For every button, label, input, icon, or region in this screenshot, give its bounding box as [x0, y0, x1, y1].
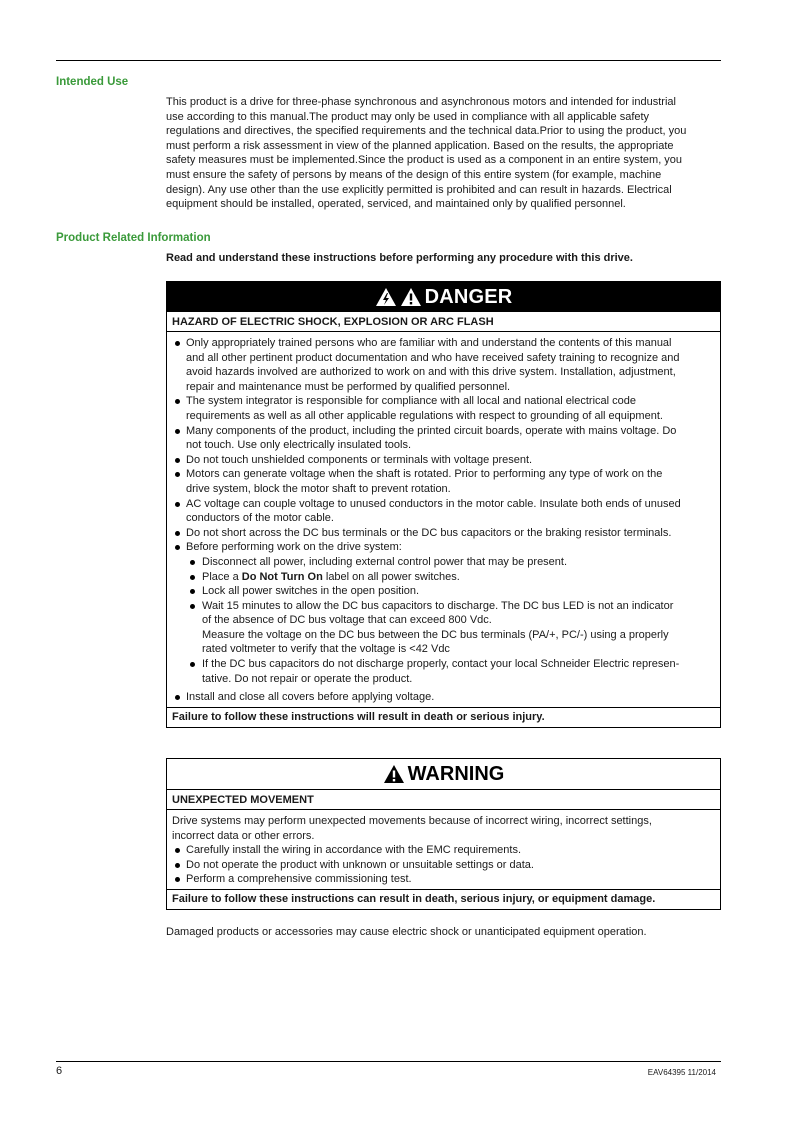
warning-hazard-title: UNEXPECTED MOVEMENT — [167, 790, 720, 810]
warning-label: WARNING — [407, 762, 505, 785]
bullet-line: repair and maintenance must be performed by qualified personnel. — [186, 380, 511, 393]
bullet-line: tative. Do not repair or operate the product. — [202, 672, 413, 685]
warning-triangle-icon — [400, 287, 422, 307]
bullet-line: Before performing work on the drive system: — [186, 541, 402, 554]
bullet-line: Motors can generate voltage when the shaft is rotated. Prior to performing any type of work on the — [186, 468, 663, 481]
warning-header — [167, 759, 720, 790]
danger-bullet — [172, 497, 715, 526]
intended-use-line: regulations and directives, the specified requirements and the technical data.Prior to using the product, you — [166, 125, 687, 138]
bullet-line: Many components of the product, including the printed circuit boards, operate with mains voltage. Do — [186, 424, 677, 437]
danger-sub-bullet — [186, 584, 715, 599]
bullet-line: Lock all power switches in the open position. — [202, 585, 420, 598]
bullet-line: conductors of the motor cable. — [186, 512, 334, 525]
document-reference: EAV64395 11/2014 — [647, 1068, 716, 1077]
intended-use-line: must perform a risk assessment in view of the planned application. Based on the results, the appropriate — [166, 139, 674, 152]
bullet-line: of the absence of DC bus voltage that can exceed 800 Vdc. — [202, 614, 492, 627]
bullet-line: AC voltage can couple voltage to unused conductors in the motor cable. Insulate both ends of unused — [186, 497, 681, 510]
danger-consequence: Failure to follow these instructions will result in death or serious injury. — [167, 707, 720, 727]
bullet-line: Do not short across the DC bus terminals or the DC bus capacitors or the braking resistor terminals. — [186, 526, 672, 539]
intended-use-line: use according to this manual.The product may only be used in compliance with all applicable safety — [166, 110, 650, 123]
top-rule — [56, 60, 721, 61]
bullet-line: Perform a comprehensive commissioning test. — [186, 873, 412, 886]
danger-bullet — [172, 394, 715, 423]
bullet-line: Install and close all covers before applying voltage. — [186, 691, 435, 704]
warning-box — [166, 758, 721, 910]
danger-header — [167, 282, 720, 312]
warning-intro-line: Drive systems may perform unexpected movements because of incorrect wiring, incorrect settings, — [172, 815, 652, 827]
danger-bullet — [172, 424, 715, 453]
danger-bullet — [172, 453, 715, 468]
danger-bullet — [172, 540, 715, 686]
bullet-line: not touch. Use only electrically insulated tools. — [186, 439, 412, 452]
danger-bullet — [172, 526, 715, 541]
warning-bullet — [172, 872, 715, 887]
bullet-line: rated voltmeter to verify that the voltage is <42 Vdc — [202, 643, 450, 656]
bottom-rule — [56, 1061, 721, 1062]
danger-bullet — [172, 336, 715, 394]
intended-use-line: design). Any use other than the use explicitly permitted is prohibited and can result in hazards. Electrical — [166, 183, 672, 196]
bullet-line: Do not operate the product with unknown or unsuitable settings or data. — [186, 858, 534, 871]
bullet-line: avoid hazards involved are authorized to work on and with this drive system. Installation, adjustment, — [186, 366, 676, 379]
intended-use-text — [166, 95, 726, 212]
bullet-line: Measure the voltage on the DC bus between the DC bus terminals (PA/+, PC/-) using a properly — [202, 628, 669, 641]
danger-sub-bullet — [186, 555, 715, 570]
intended-use-heading: Intended Use — [56, 76, 129, 88]
bullet-line: Disconnect all power, including external control power that may be present. — [202, 555, 568, 568]
danger-box — [166, 281, 721, 728]
bullet-line: Wait 15 minutes to allow the DC bus capacitors to discharge. The DC bus LED is not an indicator — [202, 599, 674, 612]
danger-sub-bullet — [186, 657, 715, 686]
danger-sub-bullet — [186, 570, 715, 585]
intended-use-line: This product is a drive for three-phase synchronous and asynchronous motors and intended for industrial — [166, 96, 676, 108]
intended-use-line: equipment should be installed, operated, serviced, and maintained only by qualified personnel. — [166, 198, 626, 211]
electric-hazard-icon — [375, 287, 397, 307]
danger-bullet — [172, 690, 715, 705]
bullet-line: Do not touch unshielded components or terminals with voltage present. — [186, 453, 533, 466]
warning-consequence: Failure to follow these instructions can result in death, serious injury, or equipment damage. — [167, 889, 720, 909]
bullet-line: requirements as well as all other applicable regulations with respect to grounding of all equipment. — [186, 409, 663, 422]
intended-use-line: safety measures must be implemented.Since the product is used as a component in an entire system, you — [166, 154, 683, 167]
bullet-line: drive system, block the motor shaft to prevent rotation. — [186, 482, 451, 495]
danger-label: DANGER — [424, 285, 513, 308]
danger-sub-bullet — [186, 599, 715, 657]
danger-sub-list — [186, 555, 715, 686]
text-run: Place a — [202, 570, 242, 583]
danger-hazard-title: HAZARD OF ELECTRIC SHOCK, EXPLOSION OR ARC FLASH — [167, 312, 720, 332]
bold-text-run: Do Not Turn On — [241, 570, 323, 583]
bullet-line: Only appropriately trained persons who are familiar with and understand the contents of this manual — [186, 337, 672, 349]
bullet-line: and all other pertinent product documentation and who have received safety training to recognize and — [186, 351, 680, 364]
page-number: 6 — [56, 1065, 63, 1077]
warning-triangle-icon — [383, 764, 405, 784]
warning-intro-line: incorrect data or other errors. — [172, 829, 315, 842]
bullet-line: The system integrator is responsible for compliance with all local and national electrical code — [186, 395, 637, 408]
bullet-line — [202, 570, 715, 585]
warning-content — [167, 810, 720, 889]
warning-bullet — [172, 858, 715, 873]
danger-content — [167, 332, 720, 707]
bullet-line: If the DC bus capacitors do not discharge properly, contact your local Schneider Electric represen- — [202, 658, 680, 671]
bullet-line: Carefully install the wiring in accordance with the EMC requirements. — [186, 844, 522, 857]
text-run: label on all power switches. — [322, 570, 460, 583]
product-info-heading: Product Related Information — [56, 232, 211, 244]
product-info-intro: Read and understand these instructions before performing any procedure with this drive. — [166, 252, 633, 264]
warning-bullet — [172, 843, 715, 858]
damaged-products-note: Damaged products or accessories may cause electric shock or unanticipated equipment operation. — [166, 926, 647, 938]
intended-use-line: must ensure the safety of persons by means of the design of this entire system (for example, machine — [166, 168, 662, 181]
danger-bullet — [172, 467, 715, 496]
